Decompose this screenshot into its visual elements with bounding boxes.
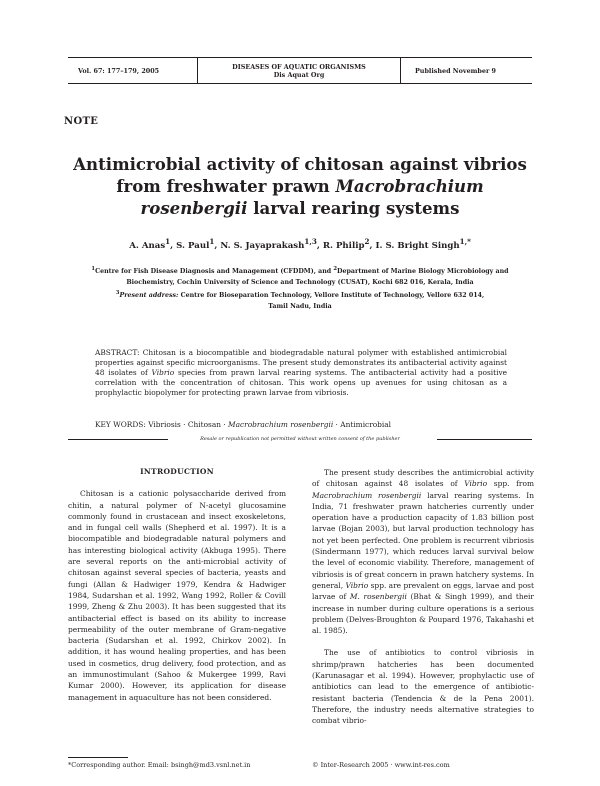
keywords-text: · Antimicrobial bbox=[333, 420, 392, 429]
title-species-epithet: rosenbergii bbox=[140, 198, 248, 218]
title-line-2 bbox=[50, 175, 550, 197]
title-line-3-text: larval rearing systems bbox=[247, 198, 460, 218]
footnote-rule bbox=[68, 757, 128, 758]
affil-sup: 3 bbox=[115, 290, 120, 296]
author-list: A. Anas$^1$, S. Paul$^1$, N. S. Jayaprakash$^{1,3}$, R. Philip$^2$, I. S. Bright Singh$^{1,*}$ bbox=[129, 237, 471, 251]
abstract bbox=[95, 348, 507, 398]
section-heading-introduction: INTRODUCTION bbox=[140, 467, 214, 476]
author: R. Philip bbox=[322, 240, 365, 251]
present-address-line-1 bbox=[70, 288, 530, 302]
present-address-label: Present address: bbox=[119, 292, 179, 300]
para-italic: Macrobrachium rosenbergii bbox=[312, 490, 422, 500]
para-italic: Vibrio bbox=[345, 580, 369, 590]
affiliations bbox=[70, 264, 530, 288]
paragraph: Chitosan is a cationic polysaccharide derived from chitin, a natural polymer of N-acetyl glucosamine commonly found in crustacean and insect exoskeletons, and in fungal cell walls (Shepherd et al. 1997). It is a biocompatible and biodegradable natural polymers and has interesting biological activity (Akbuga 1995). There are several reports on the anti-microbial activity of chitosan against several species of bacteria, yeasts and fungi (Allan & Hadwiger 1979, Kendra & Hadwiger 1984, Sudarshan et al. 1992, Wang 1992, Roller & Covill 1999, Zheng & Zhu 2003). It has been suggested that its antibacterial effect is based on its ability to increase permeability of the outer membrane of Gram-negative bacteria (Sudarshan et al. 1992, Chirkov 2002). In addition, it has wound healing properties, and has been used in cosmetics, drug delivery, food protection, and as an immunostimulant (Sahoo & Mukergee 1999, Ravi Kumar 2000). However, its application for disease management in aquaculture has not been considered. bbox=[68, 489, 286, 702]
volume-info: Vol. 67: 177–179, 2005 bbox=[68, 58, 198, 83]
affiliation-line-2: Biochemistry, Cochin University of Science and Technology (CUSAT), Kochi 682 016, Kerala, India bbox=[126, 278, 474, 286]
affil-sup: 1 bbox=[91, 266, 96, 272]
journal-name bbox=[198, 58, 400, 83]
author-sup: 1,3 bbox=[304, 237, 317, 246]
article-type: NOTE bbox=[64, 116, 99, 127]
journal-title: DISEASES OF AQUATIC ORGANISMS bbox=[232, 62, 366, 71]
abstract-text: ABSTRACT: Chitosan is a biocompatible and biodegradable natural polymer with established antimicrobial properties against specific microorganisms. The present study demonstrates its antibacterial activity against 48 isolates of bbox=[95, 348, 507, 377]
paragraph bbox=[312, 467, 534, 636]
para-text: The present study describes the antimicrobial activity of chitosan against 48 isolates of bbox=[312, 468, 534, 489]
keywords-text: Vibriosis · Chitosan · bbox=[145, 420, 229, 429]
author: N. S. Jayaprakash bbox=[220, 240, 305, 251]
journal-header bbox=[68, 57, 532, 84]
author: S. Paul bbox=[176, 240, 210, 251]
present-address-text: Centre for Bioseparation Technology, Vellore Institute of Technology, Vellore 632 014, bbox=[178, 292, 485, 300]
present-address bbox=[70, 288, 530, 312]
title-line-3 bbox=[50, 197, 550, 219]
paragraph: The use of antibiotics to control vibriosis in shrimp/prawn hatcheries has been documented (Karunasagar et al. 1994). However, prophylactic use of antibiotics can lead to the emergence of antibiotic-resistant bacteria (Tendencia & de la Pena 2001). Therefore, the industry needs alternative strategies to combat vibrio- bbox=[312, 648, 534, 726]
title-species-genus: Macrobrachium bbox=[335, 176, 484, 196]
column-left bbox=[68, 466, 286, 703]
author: A. Anas bbox=[129, 240, 166, 251]
author-sup: 1 bbox=[165, 237, 171, 246]
keywords bbox=[95, 420, 507, 429]
author-sup: 2 bbox=[364, 237, 370, 246]
author-sup: 1 bbox=[209, 237, 215, 246]
affil-text: Department of Marine Biology Microbiology and bbox=[337, 268, 509, 276]
para-text: spp. are prevalent on eggs, larvae and post larvae of bbox=[312, 580, 534, 602]
publication-date: Published November 9 bbox=[400, 58, 532, 83]
para-italic: Vibrio bbox=[464, 479, 488, 489]
abstract-text: species from prawn larval rearing systems. The antibacterial activity had a positive correlation with the concentration of chitosan. This work opens up avenues for using chitosan as a prophylactic biopolymer for protecting prawn larvae from vibriosis. bbox=[95, 367, 507, 397]
keywords-species: Macrobrachium rosenbergii bbox=[228, 420, 334, 429]
affiliation-line-1 bbox=[70, 264, 530, 278]
article-title bbox=[50, 153, 550, 219]
copyright-notice: © Inter-Research 2005 · www.int-res.com bbox=[312, 761, 450, 769]
journal-abbrev: Dis Aquat Org bbox=[273, 70, 325, 79]
abstract-genus: Vibrio bbox=[151, 367, 175, 377]
title-line-1: Antimicrobial activity of chitosan against vibrios bbox=[73, 154, 527, 174]
author: I. S. Bright Singh bbox=[375, 240, 460, 251]
para-italic: M. rosenbergii bbox=[349, 592, 407, 602]
rights-notice bbox=[68, 436, 532, 442]
corresponding-author-footnote: *Corresponding author. Email: bsingh@md3.vsnl.net.in bbox=[68, 761, 251, 769]
para-text: (Bhat & Singh 1999), and their increase in number during culture operations is a serious problem (Delves-Broughton & Poupard 1976, Takahashi et al. 1985). bbox=[312, 592, 534, 636]
affil-sup: 2 bbox=[333, 266, 338, 272]
rights-divider bbox=[68, 436, 532, 442]
title-line-2-text: from freshwater prawn bbox=[116, 176, 336, 196]
para-text: spp. from bbox=[487, 479, 535, 489]
keywords-label: KEY WORDS: bbox=[95, 420, 146, 429]
column-right bbox=[312, 467, 534, 727]
affil-text: Centre for Fish Disease Diagnosis and Management (CFDDM), and bbox=[95, 268, 334, 276]
author-sup: 1,* bbox=[459, 237, 471, 246]
para-text: larval rearing systems. In India, 71 freshwater prawn hatcheries currently under operation have a production capacity of 1.83 billion post larvae (Bojan 2003), but larval production technology has not yet been perfected. One problem is recurrent vibriosis (Sindermann 1977), which reduces larval survival below the level of economic viability. Therefore, management of vibriosis is of great concern in prawn hatchery systems. In general, bbox=[312, 490, 534, 590]
present-address-line-2: Tamil Nadu, India bbox=[268, 302, 332, 310]
rights-notice-text: Resale or republication not permitted without written consent of the publisher bbox=[197, 436, 403, 442]
